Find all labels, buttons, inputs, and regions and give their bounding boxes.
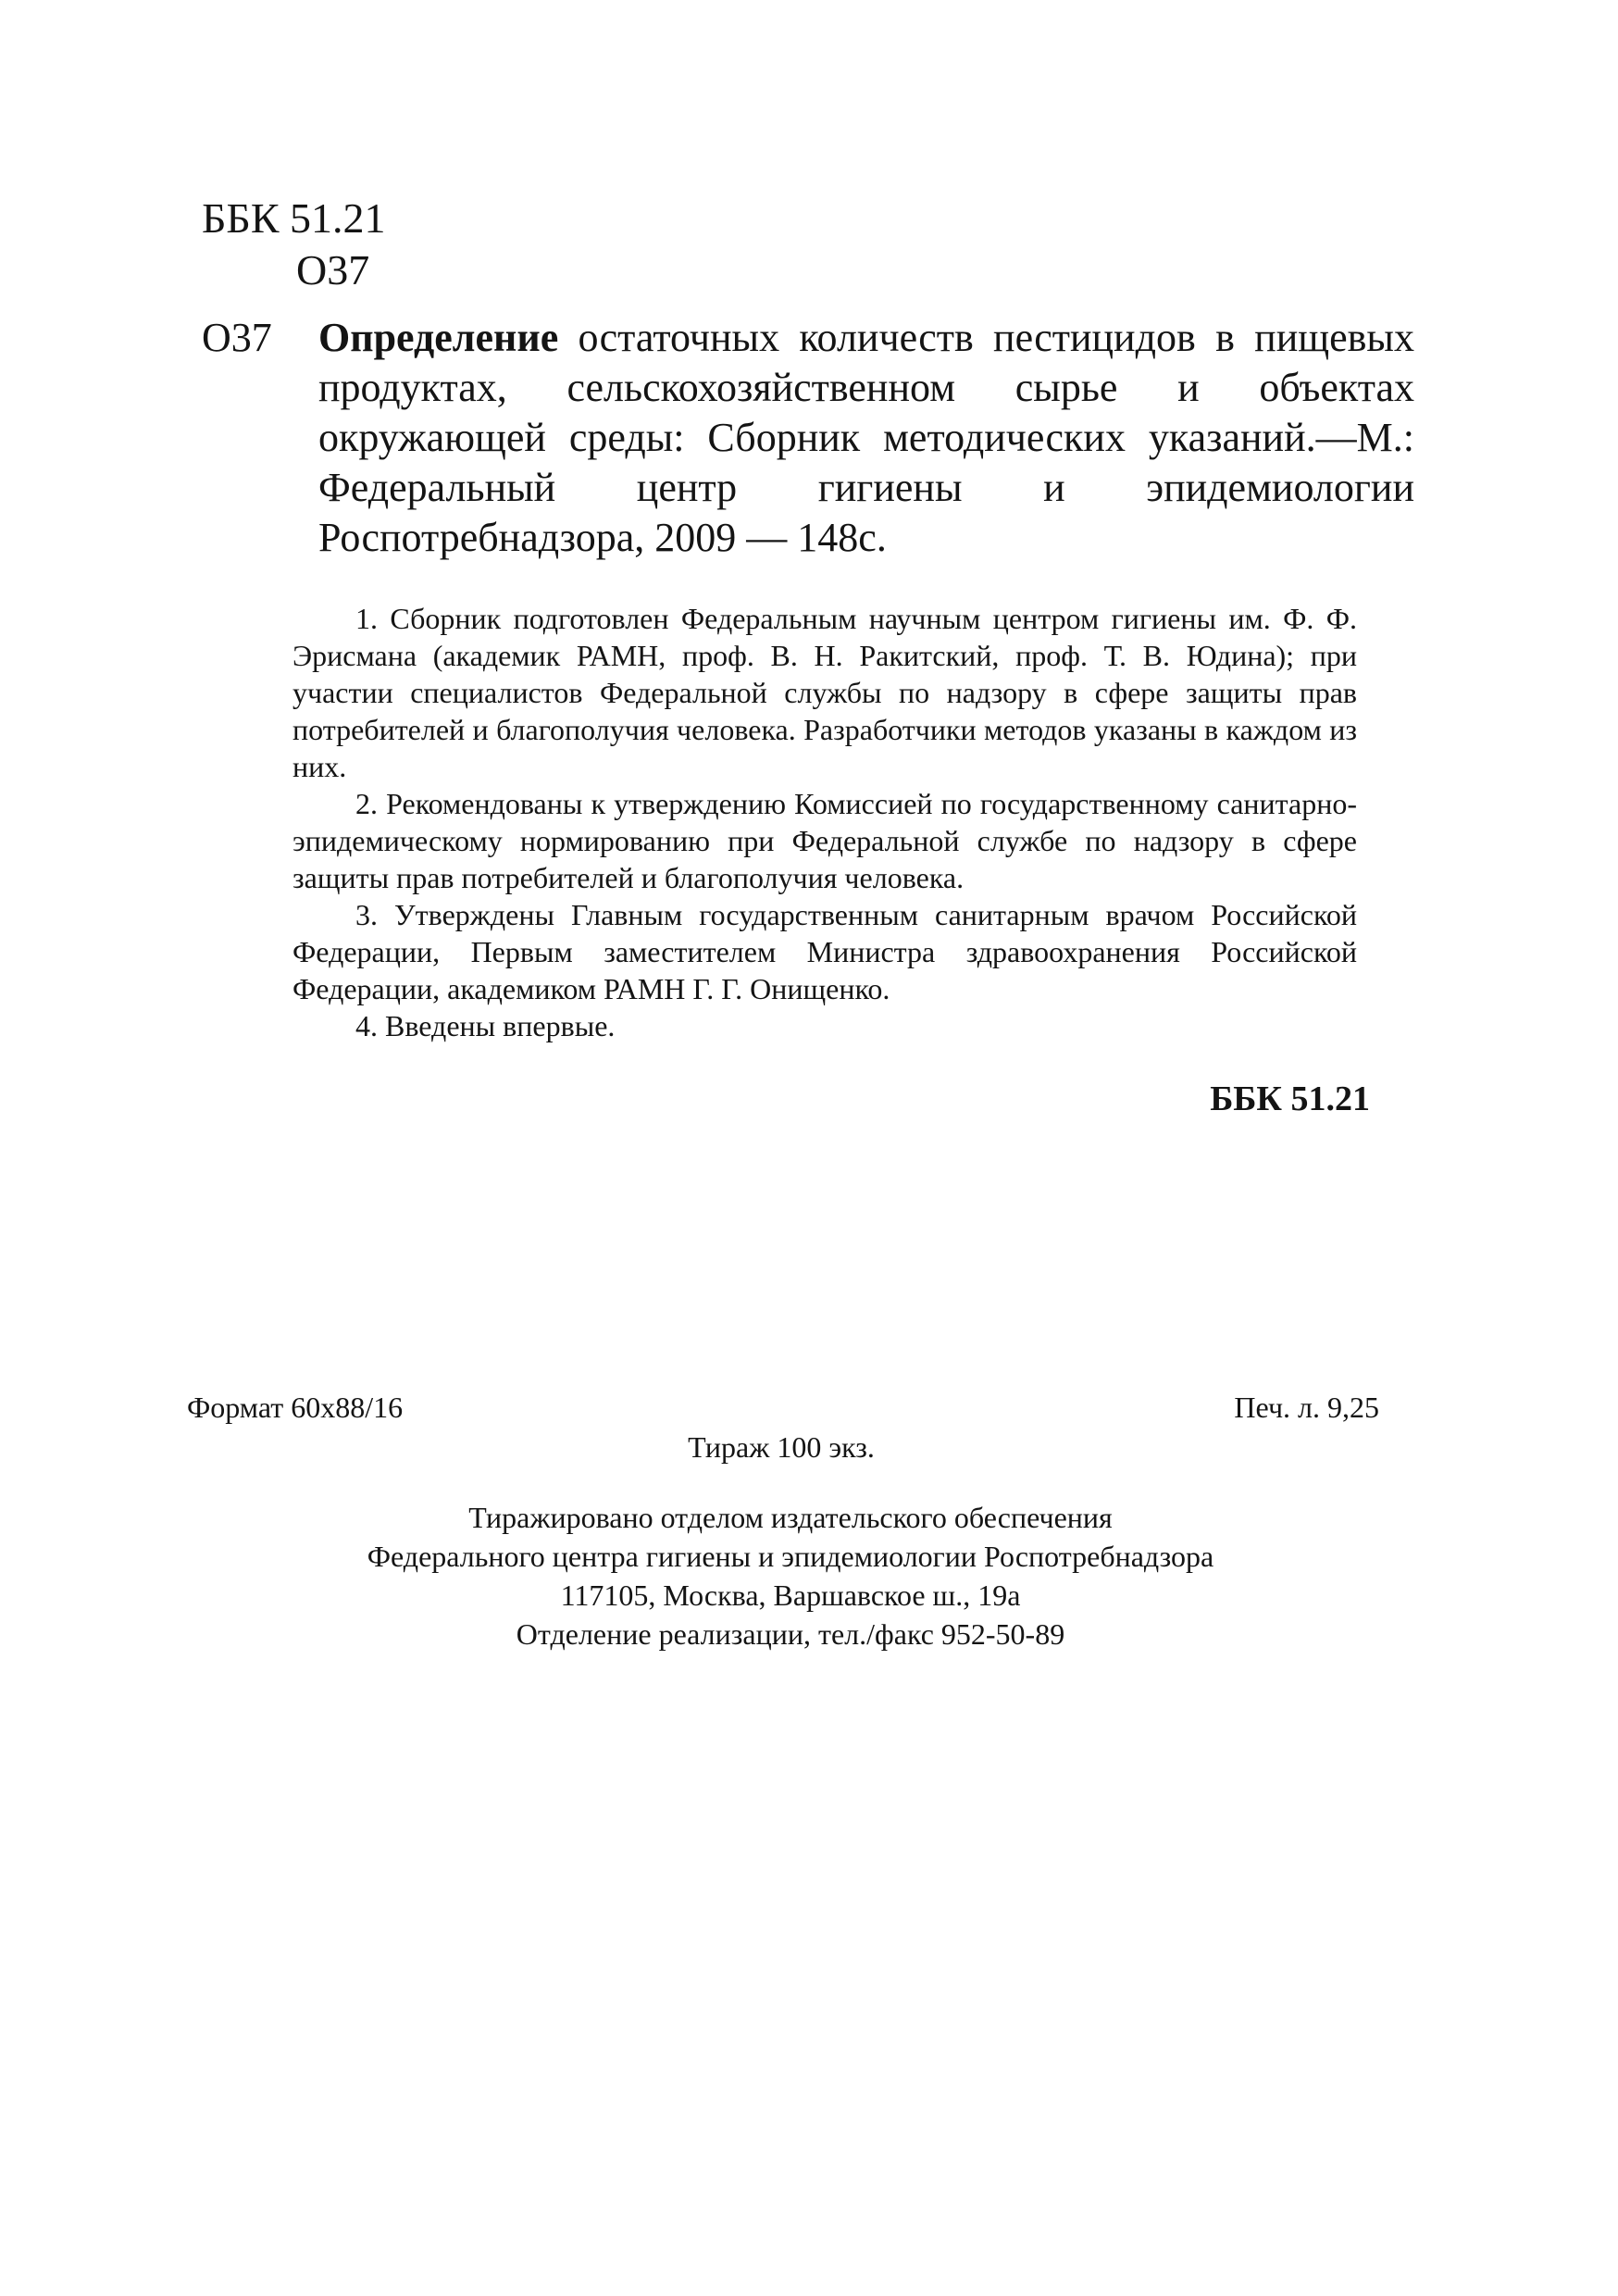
entry-author-code: О37 <box>202 315 272 360</box>
bbk-footer-code: ББК 51.21 <box>1210 1079 1370 1118</box>
imprint-print-run: Тираж 100 экз. <box>688 1430 875 1464</box>
publisher-line: Федерального центра гигиены и эпидемиологии Роспотребнадзора <box>367 1540 1214 1573</box>
entry-title-lead: Определение <box>318 315 559 360</box>
entry-description: остаточных количеств пестицидов в пищевых продуктах, сельскохозяйственном сырье и объектах окружающей среды: Сборник методических указаний.—М.: Федеральный центр гигиены и эпидемиологии Роспотребнадзора, 2009 — 148с. <box>318 315 1414 560</box>
bbk-header <box>202 193 386 296</box>
publisher-address: 117105, Москва, Варшавское ш., 19а <box>560 1578 1021 1612</box>
publisher-info <box>0 1498 1581 1653</box>
note-item: 1. Сборник подготовлен Федеральным научным центром гигиены им. Ф. Ф. Эрисмана (академик РАМН, проф. В. Н. Ракитский, проф. Т. В. Юдина); при участии специалистов Федеральной службы по надзору в сфере защиты прав потребителей и благополучия человека. Разработчики методов указаны в каждом из них. <box>292 602 1357 783</box>
bibliographic-entry <box>202 313 1414 563</box>
publisher-line: Тиражировано отделом издательского обеспечения <box>468 1501 1113 1534</box>
note-item: 4. Введены впервые. <box>355 1009 616 1042</box>
imprint-printed-sheets: Печ. л. 9,25 <box>1234 1391 1379 1424</box>
publisher-contact: Отделение реализации, тел./факс 952-50-89 <box>516 1617 1065 1651</box>
note-item: 3. Утверждены Главным государственным санитарным врачом Российской Федерации, Первым заместителем Министра здравоохранения Российской Федерации, академиком РАМН Г. Г. Онищенко. <box>292 898 1357 1005</box>
bbk-code: ББК 51.21 <box>202 194 386 242</box>
author-code: О37 <box>296 246 370 293</box>
entry-text <box>318 313 1414 563</box>
imprint-format: Формат 60х88/16 <box>187 1391 404 1424</box>
notes-list <box>292 600 1357 1044</box>
note-item: 2. Рекомендованы к утверждению Комиссией по государственному санитарно-эпидемическому нормированию при Федеральной службе по надзору в сфере защиты прав потребителей и благополучия человека. <box>292 787 1357 894</box>
